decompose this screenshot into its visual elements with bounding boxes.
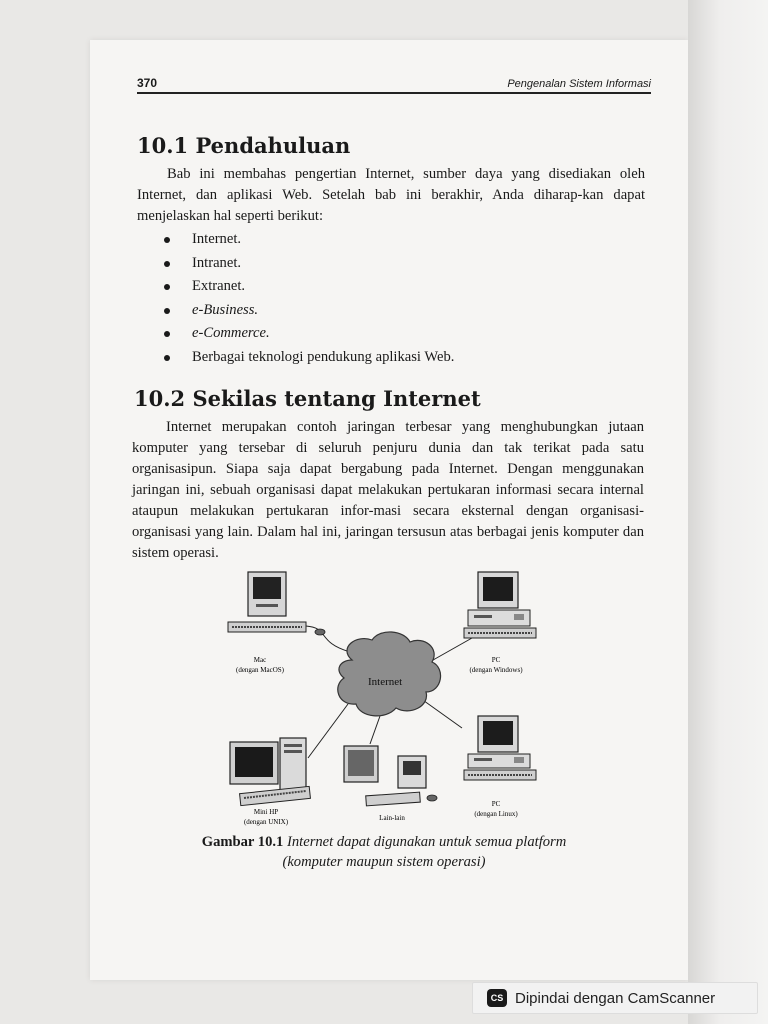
camscanner-watermark xyxy=(472,982,758,1014)
link-mac xyxy=(306,626,350,652)
running-title: Pengenalan Sistem Informasi xyxy=(507,78,651,90)
list-item-text: Internet. xyxy=(192,231,242,247)
mac-name-label: Mac xyxy=(253,656,267,664)
list-item-text: Extranet. xyxy=(192,278,246,295)
cloud-shape xyxy=(338,632,441,716)
pc-windows-computer-icon xyxy=(464,572,536,638)
list-item xyxy=(162,346,454,370)
pc-windows-name-label: PC xyxy=(491,656,501,664)
internet-cloud xyxy=(338,632,441,716)
list-item xyxy=(162,252,454,276)
mini-hp-computer-icon xyxy=(230,738,310,806)
camscanner-text: Dipindai dengan CamScanner xyxy=(515,989,716,1007)
list-item xyxy=(162,299,454,323)
caption-text-2: (komputer maupun sistem operasi) xyxy=(282,854,486,870)
list-item-text: e-Commerce. xyxy=(192,325,270,342)
link-pc-linux xyxy=(420,698,462,728)
camscanner-logo-icon: CS xyxy=(487,989,507,1007)
network-diagram xyxy=(220,568,550,830)
network-figure xyxy=(220,568,550,830)
list-item-text: Intranet. xyxy=(192,254,242,271)
mini-hp-name-label: Mini HP xyxy=(253,808,279,816)
list-item xyxy=(162,322,454,346)
list-item-text: Berbagai teknologi pendukung aplikasi Web. xyxy=(192,348,455,365)
caption-line-1 xyxy=(140,832,628,852)
list-item-text: e-Business. xyxy=(192,301,259,318)
other-computer-icon xyxy=(344,746,437,806)
list-item xyxy=(162,275,454,299)
pc-windows-os-label: (dengan Windows) xyxy=(469,666,523,674)
link-mini-hp xyxy=(308,704,348,758)
pc-linux-name-label: PC xyxy=(491,800,501,808)
other-name-label: Lain-lain xyxy=(379,814,405,822)
intro-paragraph: Bab ini membahas pengertian Internet, sumber daya yang disediakan oleh Internet, dan aplikasi Web. Setelah bab ini berakhir, Anda diharap-kan dapat menjelaskan hal seperti berikut: xyxy=(137,166,645,224)
section-heading-sekilas-internet: 10.2 Sekilas tentang Internet xyxy=(134,386,481,411)
list-item xyxy=(162,228,454,252)
figure-caption xyxy=(140,832,628,872)
internet-paragraph: Internet merupakan contoh jaringan terbesar yang menghubungkan jutaan komputer yang tersebar di seluruh penjuru dunia dan tak terikat pada satu organisasipun. Siapa saja dapat bergabung pada Internet. Dengan menggunakan jaringan ini, sebuah organisasi dapat melakukan pertukaran informasi secara internal ataupun melakukan pertukaran infor-masi secara eksternal dengan organisasi-organisasi yang lain. Dalam hal ini, jaringan tersusun atas berbagai jenis komputer dan sistem operasi. xyxy=(132,419,644,561)
scan-edge-shadow xyxy=(688,0,768,1024)
mini-hp-os-label: (dengan UNIX) xyxy=(243,818,289,826)
pc-linux-computer-icon xyxy=(464,716,536,780)
page-header xyxy=(137,72,651,94)
link-lain xyxy=(370,716,380,744)
caption-text-1: Internet dapat digunakan untuk semua platform xyxy=(287,834,567,850)
pc-linux-os-label: (dengan Linux) xyxy=(474,810,518,818)
topic-list xyxy=(162,228,454,370)
mac-computer-icon xyxy=(228,572,325,635)
cloud-label: Internet xyxy=(368,676,403,688)
mac-os-label: (dengan MacOS) xyxy=(235,666,285,674)
caption-label: Gambar 10.1 xyxy=(201,834,284,850)
page-number: 370 xyxy=(137,76,158,90)
section-heading-pendahuluan: 10.1 Pendahuluan xyxy=(137,133,351,158)
